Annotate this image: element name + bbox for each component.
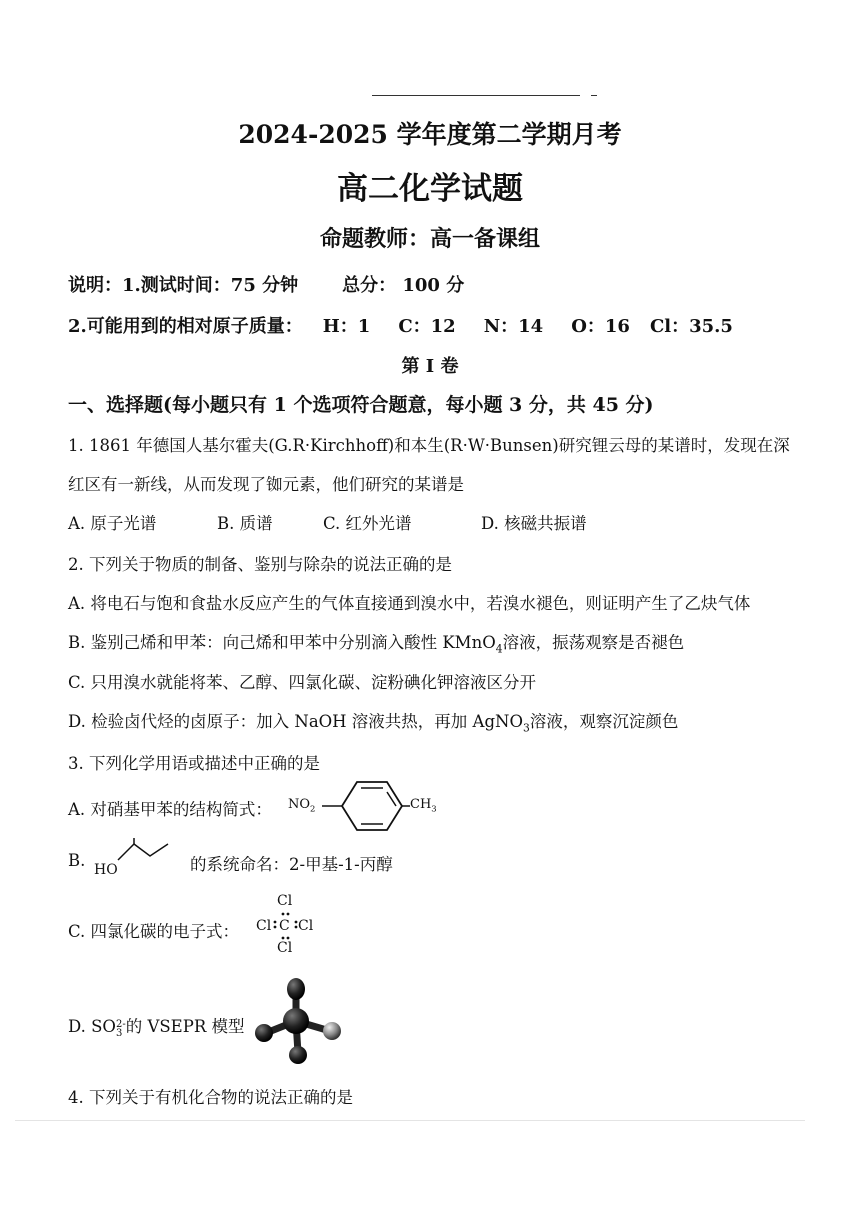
q3-b-ho: HO — [94, 862, 118, 878]
q3-stem: 3. 下列化学用语或描述中正确的是 — [68, 754, 320, 773]
mass-cl: Cl：35.5 — [649, 316, 733, 337]
q1-line-2: 红区有一新线，从而发现了铷元素，他们研究的某谱是 — [68, 475, 464, 494]
q2-option-b — [68, 629, 684, 655]
ccl4-cl-right: Cl — [298, 918, 314, 934]
q3-d-subscript: 3 — [115, 1028, 123, 1039]
q3-d-so: D. SO — [68, 1017, 116, 1036]
ccl4-electron-dots — [270, 910, 302, 950]
q2-option-a: A. 将电石与饱和食盐水反应产生的气体直接通到溴水中，若溴水褪色，则证明产生了乙炔气体 — [68, 594, 751, 613]
ccl4-carbon: C — [279, 918, 290, 934]
q2-option-d — [68, 708, 678, 734]
header-rule-dash — [591, 95, 597, 96]
q1-line-1: 1. 1861 年德国人基尔霍夫(G.R·Kirchhoff)和本生(R·W·Bunsen)研究锂云母的某谱时，发现在深 — [68, 436, 790, 455]
mass-h: H：1 — [322, 316, 371, 337]
notes-label: 说明： — [68, 275, 122, 296]
volume-heading: 第 I 卷 — [401, 356, 459, 377]
notes-line-1 — [68, 271, 464, 297]
q2-stem: 2. 下列关于物质的制备、鉴别与除杂的说法正确的是 — [68, 555, 452, 574]
vsepr-ball-stick-model — [248, 975, 348, 1067]
section-heading: 一、选择题(每小题只有 1 个选项符合题意，每小题 3 分，共 45 分) — [68, 394, 654, 416]
ccl4-cl-top: Cl — [277, 893, 293, 909]
q3-option-c-label: C. 四氯化碳的电子式： — [68, 922, 240, 941]
q3-a-no2 — [288, 797, 315, 814]
q3-a-ch3-sub: 3 — [431, 803, 437, 814]
q3-a-ch3-text: CH — [410, 797, 432, 812]
q3-a-ch3 — [410, 797, 437, 814]
q1-option-b: B. 质谱 — [217, 514, 273, 533]
q3-option-d — [68, 1013, 245, 1038]
q2-b-text: B. 鉴别己烯和甲苯：向己烯和甲苯中分别滴入酸性 KMnO — [68, 633, 496, 652]
mass-o: O：16 — [571, 316, 630, 337]
q2-b-subscript: 4 — [495, 642, 503, 656]
ccl4-cl-left: Cl — [256, 918, 272, 934]
mass-label: 2.可能用到的相对原子质量： — [68, 316, 303, 337]
q3-d-charge — [116, 1020, 126, 1038]
bottom-rule — [15, 1120, 805, 1121]
q1-option-d: D. 核磁共振谱 — [481, 514, 587, 533]
exam-subject-title: 高二化学试题 — [337, 171, 523, 207]
q2-d-subscript: 3 — [523, 721, 530, 735]
q3-d-text: 的 VSEPR 模型 — [125, 1017, 245, 1036]
q2-d-text-end: 溶液，观察沉淀颜色 — [529, 712, 679, 731]
q3-a-no2-text: NO — [288, 797, 311, 812]
mass-n: N：14 — [483, 316, 544, 337]
propanol-skeletal-structure — [108, 836, 172, 864]
q1-option-a: A. 原子光谱 — [68, 514, 157, 533]
q1-option-c: C. 红外光谱 — [323, 514, 412, 533]
q3-a-no2-sub: 2 — [310, 803, 316, 814]
mass-c: C：12 — [398, 316, 456, 337]
exam-author: 命题教师：高一备课组 — [319, 226, 540, 252]
q4-stem: 4. 下列关于有机化合物的说法正确的是 — [68, 1088, 353, 1107]
q2-b-text-end: 溶液，振荡观察是否褪色 — [502, 633, 685, 652]
benzene-ring-structure — [320, 776, 410, 836]
q2-option-c: C. 只用溴水就能将苯、乙醇、四氯化碳、淀粉碘化钾溶液区分开 — [68, 673, 537, 692]
q2-d-text: D. 检验卤代烃的卤原子：加入 NaOH 溶液共热，再加 AgNO — [68, 712, 523, 731]
q3-b-text: 的系统命名：2-甲基-1-丙醇 — [190, 855, 393, 874]
ccl4-cl-bottom: Cl — [277, 940, 293, 956]
exam-year-title: 2024-2025 学年度第二学期月考 — [238, 120, 622, 149]
header-rule — [372, 95, 580, 96]
q3-d-superscript: 2- — [115, 1019, 126, 1030]
q3-option-a-label: A. 对硝基甲苯的结构简式： — [68, 800, 272, 819]
notes-line-2 — [68, 312, 733, 338]
notes-score: 总分： 100 分 — [342, 275, 465, 296]
notes-time: 1.测试时间：75 分钟 — [122, 275, 299, 296]
q3-option-b-label: B. — [68, 851, 86, 870]
